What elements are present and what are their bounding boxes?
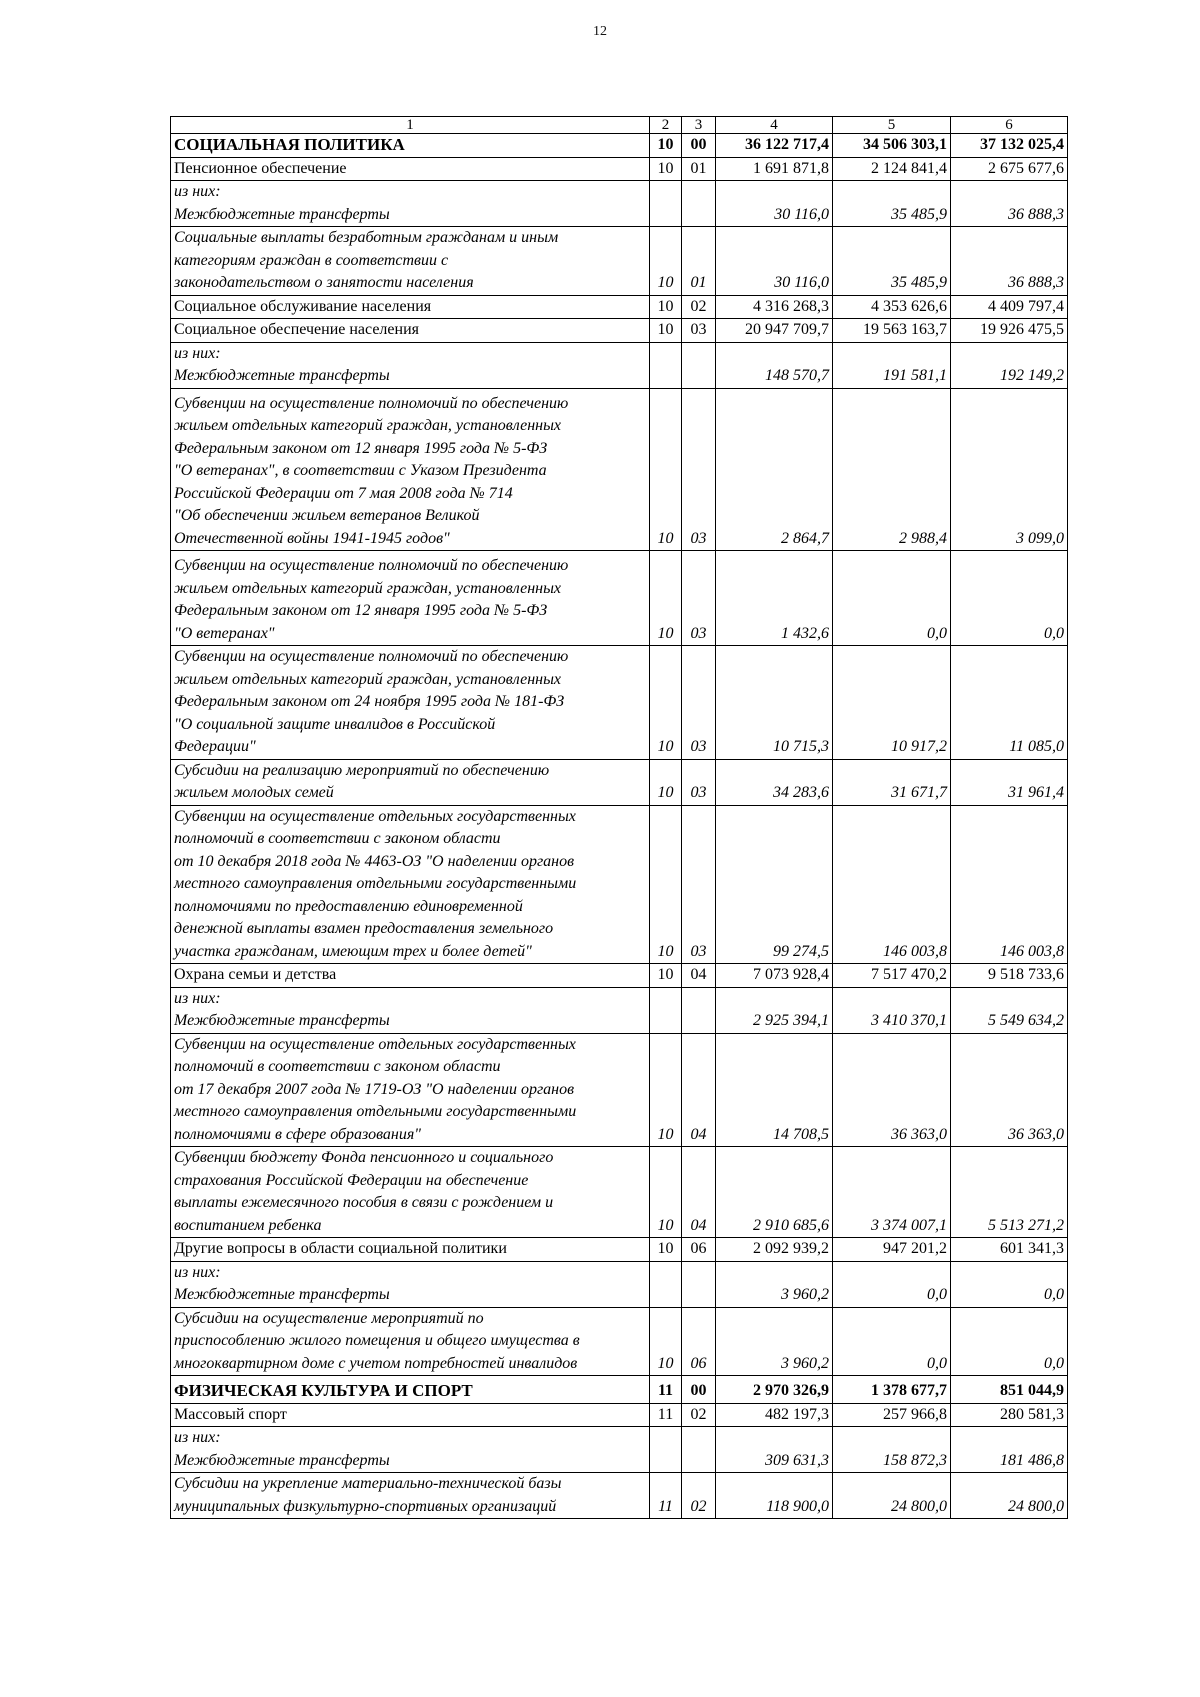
row-name-cell: Охрана семьи и детства xyxy=(171,964,650,988)
row-section-code-cell: 10 xyxy=(650,805,682,964)
row-name-cell: Субсидии на осуществление мероприятий по приспособлению жилого помещения и общего имущества в многоквартирном доме с учетом потребностей инвалидов xyxy=(171,1307,650,1376)
row-section-code-cell: 11 xyxy=(650,1473,682,1519)
row-value-year-3-cell: 37 132 025,4 xyxy=(951,134,1068,158)
table-row xyxy=(171,805,1068,964)
row-value-year-3-cell: 181 486,8 xyxy=(951,1427,1068,1473)
row-section-code-cell: 10 xyxy=(650,1033,682,1147)
row-section-code-cell: 10 xyxy=(650,1307,682,1376)
table-row xyxy=(171,964,1068,988)
row-value-year-1-cell: 4 316 268,3 xyxy=(716,295,833,319)
row-value-year-1-cell: 309 631,3 xyxy=(716,1427,833,1473)
table-row xyxy=(171,1473,1068,1519)
budget-table xyxy=(170,116,1068,1519)
row-value-year-3-cell: 192 149,2 xyxy=(951,342,1068,388)
table-row xyxy=(171,1238,1068,1262)
row-subsection-code-cell xyxy=(682,1427,716,1473)
row-name-cell: Субвенции на осуществление полномочий по обеспечению жильем отдельных категорий граждан, установленных Федеральным законом от 12 января 1995 года № 5-ФЗ "О ветеранах", в соответствии с Указом Президента Российской Федерации от 7 мая 2008 года № 714 "Об обеспечении жильем ветеранов Великой Отечественной войны 1941-1945 годов" xyxy=(171,388,650,551)
row-value-year-3-cell: 851 044,9 xyxy=(951,1376,1068,1404)
table-row xyxy=(171,342,1068,388)
row-section-code-cell: 10 xyxy=(650,295,682,319)
row-value-year-2-cell: 1 378 677,7 xyxy=(833,1376,951,1404)
row-subsection-code-cell: 00 xyxy=(682,1376,716,1404)
row-section-code-cell: 10 xyxy=(650,227,682,296)
row-section-code-cell: 10 xyxy=(650,319,682,343)
row-name-cell: Другие вопросы в области социальной политики xyxy=(171,1238,650,1262)
row-value-year-3-cell: 5 513 271,2 xyxy=(951,1147,1068,1238)
row-value-year-3-cell: 36 363,0 xyxy=(951,1033,1068,1147)
row-value-year-1-cell: 3 960,2 xyxy=(716,1261,833,1307)
row-name-cell: Массовый спорт xyxy=(171,1403,650,1427)
row-subsection-code-cell: 03 xyxy=(682,319,716,343)
row-value-year-2-cell: 10 917,2 xyxy=(833,646,951,760)
row-section-code-cell: 10 xyxy=(650,1238,682,1262)
row-name-cell: Субвенции на осуществление полномочий по обеспечению жильем отдельных категорий граждан, установленных Федеральным законом от 12 января 1995 года № 5-ФЗ "О ветеранах" xyxy=(171,551,650,646)
row-name-cell: из них: Межбюджетные трансферты xyxy=(171,987,650,1033)
row-value-year-1-cell: 3 960,2 xyxy=(716,1307,833,1376)
row-value-year-3-cell: 5 549 634,2 xyxy=(951,987,1068,1033)
row-value-year-1-cell: 14 708,5 xyxy=(716,1033,833,1147)
row-value-year-3-cell: 31 961,4 xyxy=(951,759,1068,805)
row-value-year-2-cell: 19 563 163,7 xyxy=(833,319,951,343)
header-cell-year-2: 5 xyxy=(833,117,951,134)
row-value-year-2-cell: 158 872,3 xyxy=(833,1427,951,1473)
table-row xyxy=(171,388,1068,551)
row-value-year-1-cell: 30 116,0 xyxy=(716,181,833,227)
row-value-year-1-cell: 2 864,7 xyxy=(716,388,833,551)
table-row xyxy=(171,1427,1068,1473)
row-subsection-code-cell: 04 xyxy=(682,964,716,988)
row-name-cell: Субвенции на осуществление отдельных государственных полномочий в соответствии с законом области от 17 декабря 2007 года № 1719-ОЗ "О наделении органов местного самоуправления отдельными государственными полномочиями в сфере образования" xyxy=(171,1033,650,1147)
row-name-cell: из них: Межбюджетные трансферты xyxy=(171,1261,650,1307)
table-row xyxy=(171,1147,1068,1238)
row-name-cell: Социальное обеспечение населения xyxy=(171,319,650,343)
row-section-code-cell: 10 xyxy=(650,388,682,551)
row-name-cell: Социальные выплаты безработным гражданам и иным категориям граждан в соответствии с законодательством о занятости населения xyxy=(171,227,650,296)
row-value-year-3-cell: 24 800,0 xyxy=(951,1473,1068,1519)
row-section-code-cell: 11 xyxy=(650,1403,682,1427)
row-section-code-cell: 11 xyxy=(650,1376,682,1404)
row-value-year-1-cell: 118 900,0 xyxy=(716,1473,833,1519)
row-value-year-2-cell: 36 363,0 xyxy=(833,1033,951,1147)
row-subsection-code-cell: 04 xyxy=(682,1147,716,1238)
row-section-code-cell xyxy=(650,181,682,227)
row-subsection-code-cell: 04 xyxy=(682,1033,716,1147)
section-row xyxy=(171,1376,1068,1404)
row-name-cell: Субвенции на осуществление полномочий по обеспечению жильем отдельных категорий граждан, установленных Федеральным законом от 24 ноября 1995 года № 181-ФЗ "О социальной защите инвалидов в Российской Федерации" xyxy=(171,646,650,760)
table-row xyxy=(171,1403,1068,1427)
row-section-code-cell: 10 xyxy=(650,646,682,760)
header-cell-year-3: 6 xyxy=(951,117,1068,134)
row-value-year-1-cell: 10 715,3 xyxy=(716,646,833,760)
row-value-year-2-cell: 0,0 xyxy=(833,551,951,646)
row-subsection-code-cell xyxy=(682,342,716,388)
row-section-code-cell: 10 xyxy=(650,759,682,805)
header-cell-section: 2 xyxy=(650,117,682,134)
row-name-cell: из них: Межбюджетные трансферты xyxy=(171,181,650,227)
row-subsection-code-cell: 02 xyxy=(682,1473,716,1519)
row-subsection-code-cell: 03 xyxy=(682,388,716,551)
row-name-cell: ФИЗИЧЕСКАЯ КУЛЬТУРА И СПОРТ xyxy=(171,1376,650,1404)
row-name-cell: Пенсионное обеспечение xyxy=(171,157,650,181)
row-section-code-cell: 10 xyxy=(650,134,682,158)
row-value-year-2-cell: 7 517 470,2 xyxy=(833,964,951,988)
row-subsection-code-cell: 03 xyxy=(682,646,716,760)
row-value-year-3-cell: 0,0 xyxy=(951,551,1068,646)
row-value-year-2-cell: 0,0 xyxy=(833,1261,951,1307)
row-section-code-cell: 10 xyxy=(650,551,682,646)
row-value-year-2-cell: 3 410 370,1 xyxy=(833,987,951,1033)
table-row xyxy=(171,987,1068,1033)
row-value-year-1-cell: 20 947 709,7 xyxy=(716,319,833,343)
table-row xyxy=(171,319,1068,343)
row-name-cell: Субсидии на укрепление материально-технической базы муниципальных физкультурно-спортивных организаций xyxy=(171,1473,650,1519)
row-subsection-code-cell: 06 xyxy=(682,1307,716,1376)
header-cell-year-1: 4 xyxy=(716,117,833,134)
row-section-code-cell xyxy=(650,342,682,388)
table-row xyxy=(171,157,1068,181)
row-value-year-2-cell: 2 988,4 xyxy=(833,388,951,551)
row-name-cell: из них: Межбюджетные трансферты xyxy=(171,342,650,388)
row-subsection-code-cell xyxy=(682,1261,716,1307)
row-value-year-2-cell: 257 966,8 xyxy=(833,1403,951,1427)
row-value-year-3-cell: 280 581,3 xyxy=(951,1403,1068,1427)
table-body xyxy=(171,117,1068,1519)
row-value-year-1-cell: 99 274,5 xyxy=(716,805,833,964)
row-value-year-1-cell: 2 092 939,2 xyxy=(716,1238,833,1262)
row-subsection-code-cell xyxy=(682,987,716,1033)
row-value-year-3-cell: 19 926 475,5 xyxy=(951,319,1068,343)
row-section-code-cell xyxy=(650,987,682,1033)
row-value-year-2-cell: 191 581,1 xyxy=(833,342,951,388)
row-subsection-code-cell: 03 xyxy=(682,759,716,805)
row-value-year-2-cell: 24 800,0 xyxy=(833,1473,951,1519)
row-value-year-3-cell: 146 003,8 xyxy=(951,805,1068,964)
row-subsection-code-cell: 01 xyxy=(682,227,716,296)
row-value-year-1-cell: 7 073 928,4 xyxy=(716,964,833,988)
row-value-year-3-cell: 36 888,3 xyxy=(951,227,1068,296)
row-value-year-3-cell: 0,0 xyxy=(951,1261,1068,1307)
row-subsection-code-cell: 03 xyxy=(682,551,716,646)
header-cell-name: 1 xyxy=(171,117,650,134)
row-name-cell: из них: Межбюджетные трансферты xyxy=(171,1427,650,1473)
row-subsection-code-cell: 00 xyxy=(682,134,716,158)
row-value-year-2-cell: 34 506 303,1 xyxy=(833,134,951,158)
row-section-code-cell: 10 xyxy=(650,157,682,181)
row-subsection-code-cell xyxy=(682,181,716,227)
table-row xyxy=(171,551,1068,646)
row-value-year-3-cell: 601 341,3 xyxy=(951,1238,1068,1262)
row-value-year-3-cell: 3 099,0 xyxy=(951,388,1068,551)
row-value-year-3-cell: 9 518 733,6 xyxy=(951,964,1068,988)
row-value-year-3-cell: 36 888,3 xyxy=(951,181,1068,227)
row-section-code-cell: 10 xyxy=(650,1147,682,1238)
table-row xyxy=(171,295,1068,319)
row-subsection-code-cell: 03 xyxy=(682,805,716,964)
row-subsection-code-cell: 06 xyxy=(682,1238,716,1262)
table-row xyxy=(171,759,1068,805)
row-value-year-3-cell: 4 409 797,4 xyxy=(951,295,1068,319)
row-value-year-1-cell: 34 283,6 xyxy=(716,759,833,805)
header-cell-subsection: 3 xyxy=(682,117,716,134)
row-name-cell: Социальное обслуживание населения xyxy=(171,295,650,319)
row-value-year-1-cell: 2 925 394,1 xyxy=(716,987,833,1033)
row-value-year-1-cell: 148 570,7 xyxy=(716,342,833,388)
table-row xyxy=(171,646,1068,760)
row-name-cell: Субвенции на осуществление отдельных государственных полномочий в соответствии с законом области от 10 декабря 2018 года № 4463-ОЗ "О наделении органов местного самоуправления отдельными государственными полномочиями по предоставлению единовременной денежной выплаты взамен предоставления земельного участка гражданам, имеющим трех и более детей" xyxy=(171,805,650,964)
row-value-year-2-cell: 146 003,8 xyxy=(833,805,951,964)
table-row xyxy=(171,1261,1068,1307)
row-value-year-2-cell: 4 353 626,6 xyxy=(833,295,951,319)
row-value-year-1-cell: 1 432,6 xyxy=(716,551,833,646)
row-value-year-3-cell: 2 675 677,6 xyxy=(951,157,1068,181)
row-value-year-2-cell: 0,0 xyxy=(833,1307,951,1376)
page-number: 12 xyxy=(593,24,607,39)
row-name-cell: СОЦИАЛЬНАЯ ПОЛИТИКА xyxy=(171,134,650,158)
table-row xyxy=(171,1307,1068,1376)
row-value-year-1-cell: 1 691 871,8 xyxy=(716,157,833,181)
row-value-year-1-cell: 2 970 326,9 xyxy=(716,1376,833,1404)
row-section-code-cell: 10 xyxy=(650,964,682,988)
row-subsection-code-cell: 02 xyxy=(682,1403,716,1427)
row-subsection-code-cell: 02 xyxy=(682,295,716,319)
row-value-year-2-cell: 947 201,2 xyxy=(833,1238,951,1262)
row-value-year-1-cell: 36 122 717,4 xyxy=(716,134,833,158)
table-row xyxy=(171,227,1068,296)
row-value-year-2-cell: 3 374 007,1 xyxy=(833,1147,951,1238)
row-section-code-cell xyxy=(650,1427,682,1473)
section-row xyxy=(171,134,1068,158)
row-subsection-code-cell: 01 xyxy=(682,157,716,181)
row-value-year-3-cell: 0,0 xyxy=(951,1307,1068,1376)
row-value-year-2-cell: 2 124 841,4 xyxy=(833,157,951,181)
table-row xyxy=(171,1033,1068,1147)
row-section-code-cell xyxy=(650,1261,682,1307)
row-name-cell: Субвенции бюджету Фонда пенсионного и социального страхования Российской Федерации на обеспечение выплаты ежемесячного пособия в связи с рождением и воспитанием ребенка xyxy=(171,1147,650,1238)
row-value-year-2-cell: 31 671,7 xyxy=(833,759,951,805)
row-value-year-2-cell: 35 485,9 xyxy=(833,181,951,227)
row-value-year-2-cell: 35 485,9 xyxy=(833,227,951,296)
row-value-year-1-cell: 30 116,0 xyxy=(716,227,833,296)
row-value-year-1-cell: 2 910 685,6 xyxy=(716,1147,833,1238)
row-value-year-1-cell: 482 197,3 xyxy=(716,1403,833,1427)
row-value-year-3-cell: 11 085,0 xyxy=(951,646,1068,760)
row-name-cell: Субсидии на реализацию мероприятий по обеспечению жильем молодых семей xyxy=(171,759,650,805)
table-row xyxy=(171,181,1068,227)
header-row xyxy=(171,117,1068,134)
